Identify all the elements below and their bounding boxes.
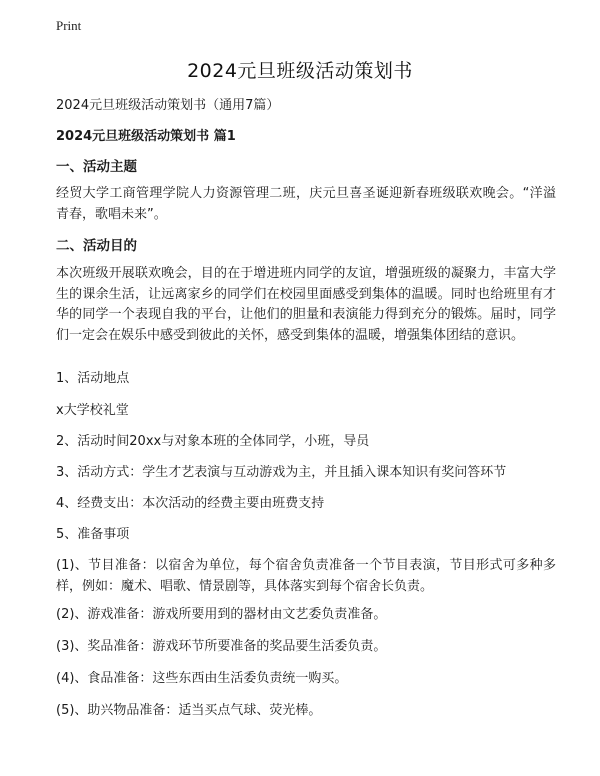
list-item-prep-program: (1)、节目准备：以宿舍为单位，每个宿舍负责准备一个节目表演，节目形式可多种多样，例如：魔术、唱歌、情景剧等，具体落实到每个宿舍长负责。 bbox=[56, 558, 556, 594]
section-text-purpose: 本次班级开展联欢晚会，目的在于增进班内同学的友谊，增强班级的凝聚力，丰富大学生的课余生活，让远离家乡的同学们在校园里面感受到集体的温暖。同时也给班里有才华的同学一个表现自我的平台，让他们的胆量和表演能力得到充分的锻炼。届时，同学们一定会在娱乐中感受到彼此的关怀，感受到集体的温暖，增强集体团结的意识。 bbox=[56, 266, 556, 343]
list-item-location-value: x大学校礼堂 bbox=[56, 403, 129, 418]
list-item-prep-decor: (5)、助兴物品准备：适当买点气球、荧光棒。 bbox=[56, 703, 322, 718]
list-item-prep-games: (2)、游戏准备：游戏所要用到的器材由文艺委负责准备。 bbox=[56, 607, 387, 622]
list-item-prep-label: 5、准备事项 bbox=[56, 527, 130, 542]
page-title: 2024元旦班级活动策划书 bbox=[187, 60, 413, 82]
list-item-prep-prizes: (3)、奖品准备：游戏环节所要准备的奖品要生活委负责。 bbox=[56, 639, 387, 654]
section-heading-theme: 一、活动主题 bbox=[56, 159, 137, 175]
document-subtitle: 2024元旦班级活动策划书（通用7篇） bbox=[56, 98, 280, 113]
list-item-prep-food: (4)、食品准备：这些东西由生活委负责统一购买。 bbox=[56, 671, 348, 686]
list-item-location-label: 1、活动地点 bbox=[56, 371, 130, 386]
section-text-theme: 经贸大学工商管理学院人力资源管理二班，庆元旦喜圣诞迎新春班级联欢晚会。“洋溢青春，歌唱未来”。 bbox=[56, 186, 556, 222]
list-item-time: 2、活动时间20xx与对象本班的全体同学，小班，导员 bbox=[56, 434, 370, 449]
list-item-method: 3、活动方式：学生才艺表演与互动游戏为主，并且插入课本知识有奖问答环节 bbox=[56, 465, 507, 480]
print-link[interactable]: Print bbox=[56, 18, 82, 33]
list-item-funding: 4、经费支出：本次活动的经费主要由班费支持 bbox=[56, 496, 325, 511]
chapter-title: 2024元旦班级活动策划书 篇1 bbox=[56, 129, 236, 144]
section-heading-purpose: 二、活动目的 bbox=[56, 238, 137, 254]
